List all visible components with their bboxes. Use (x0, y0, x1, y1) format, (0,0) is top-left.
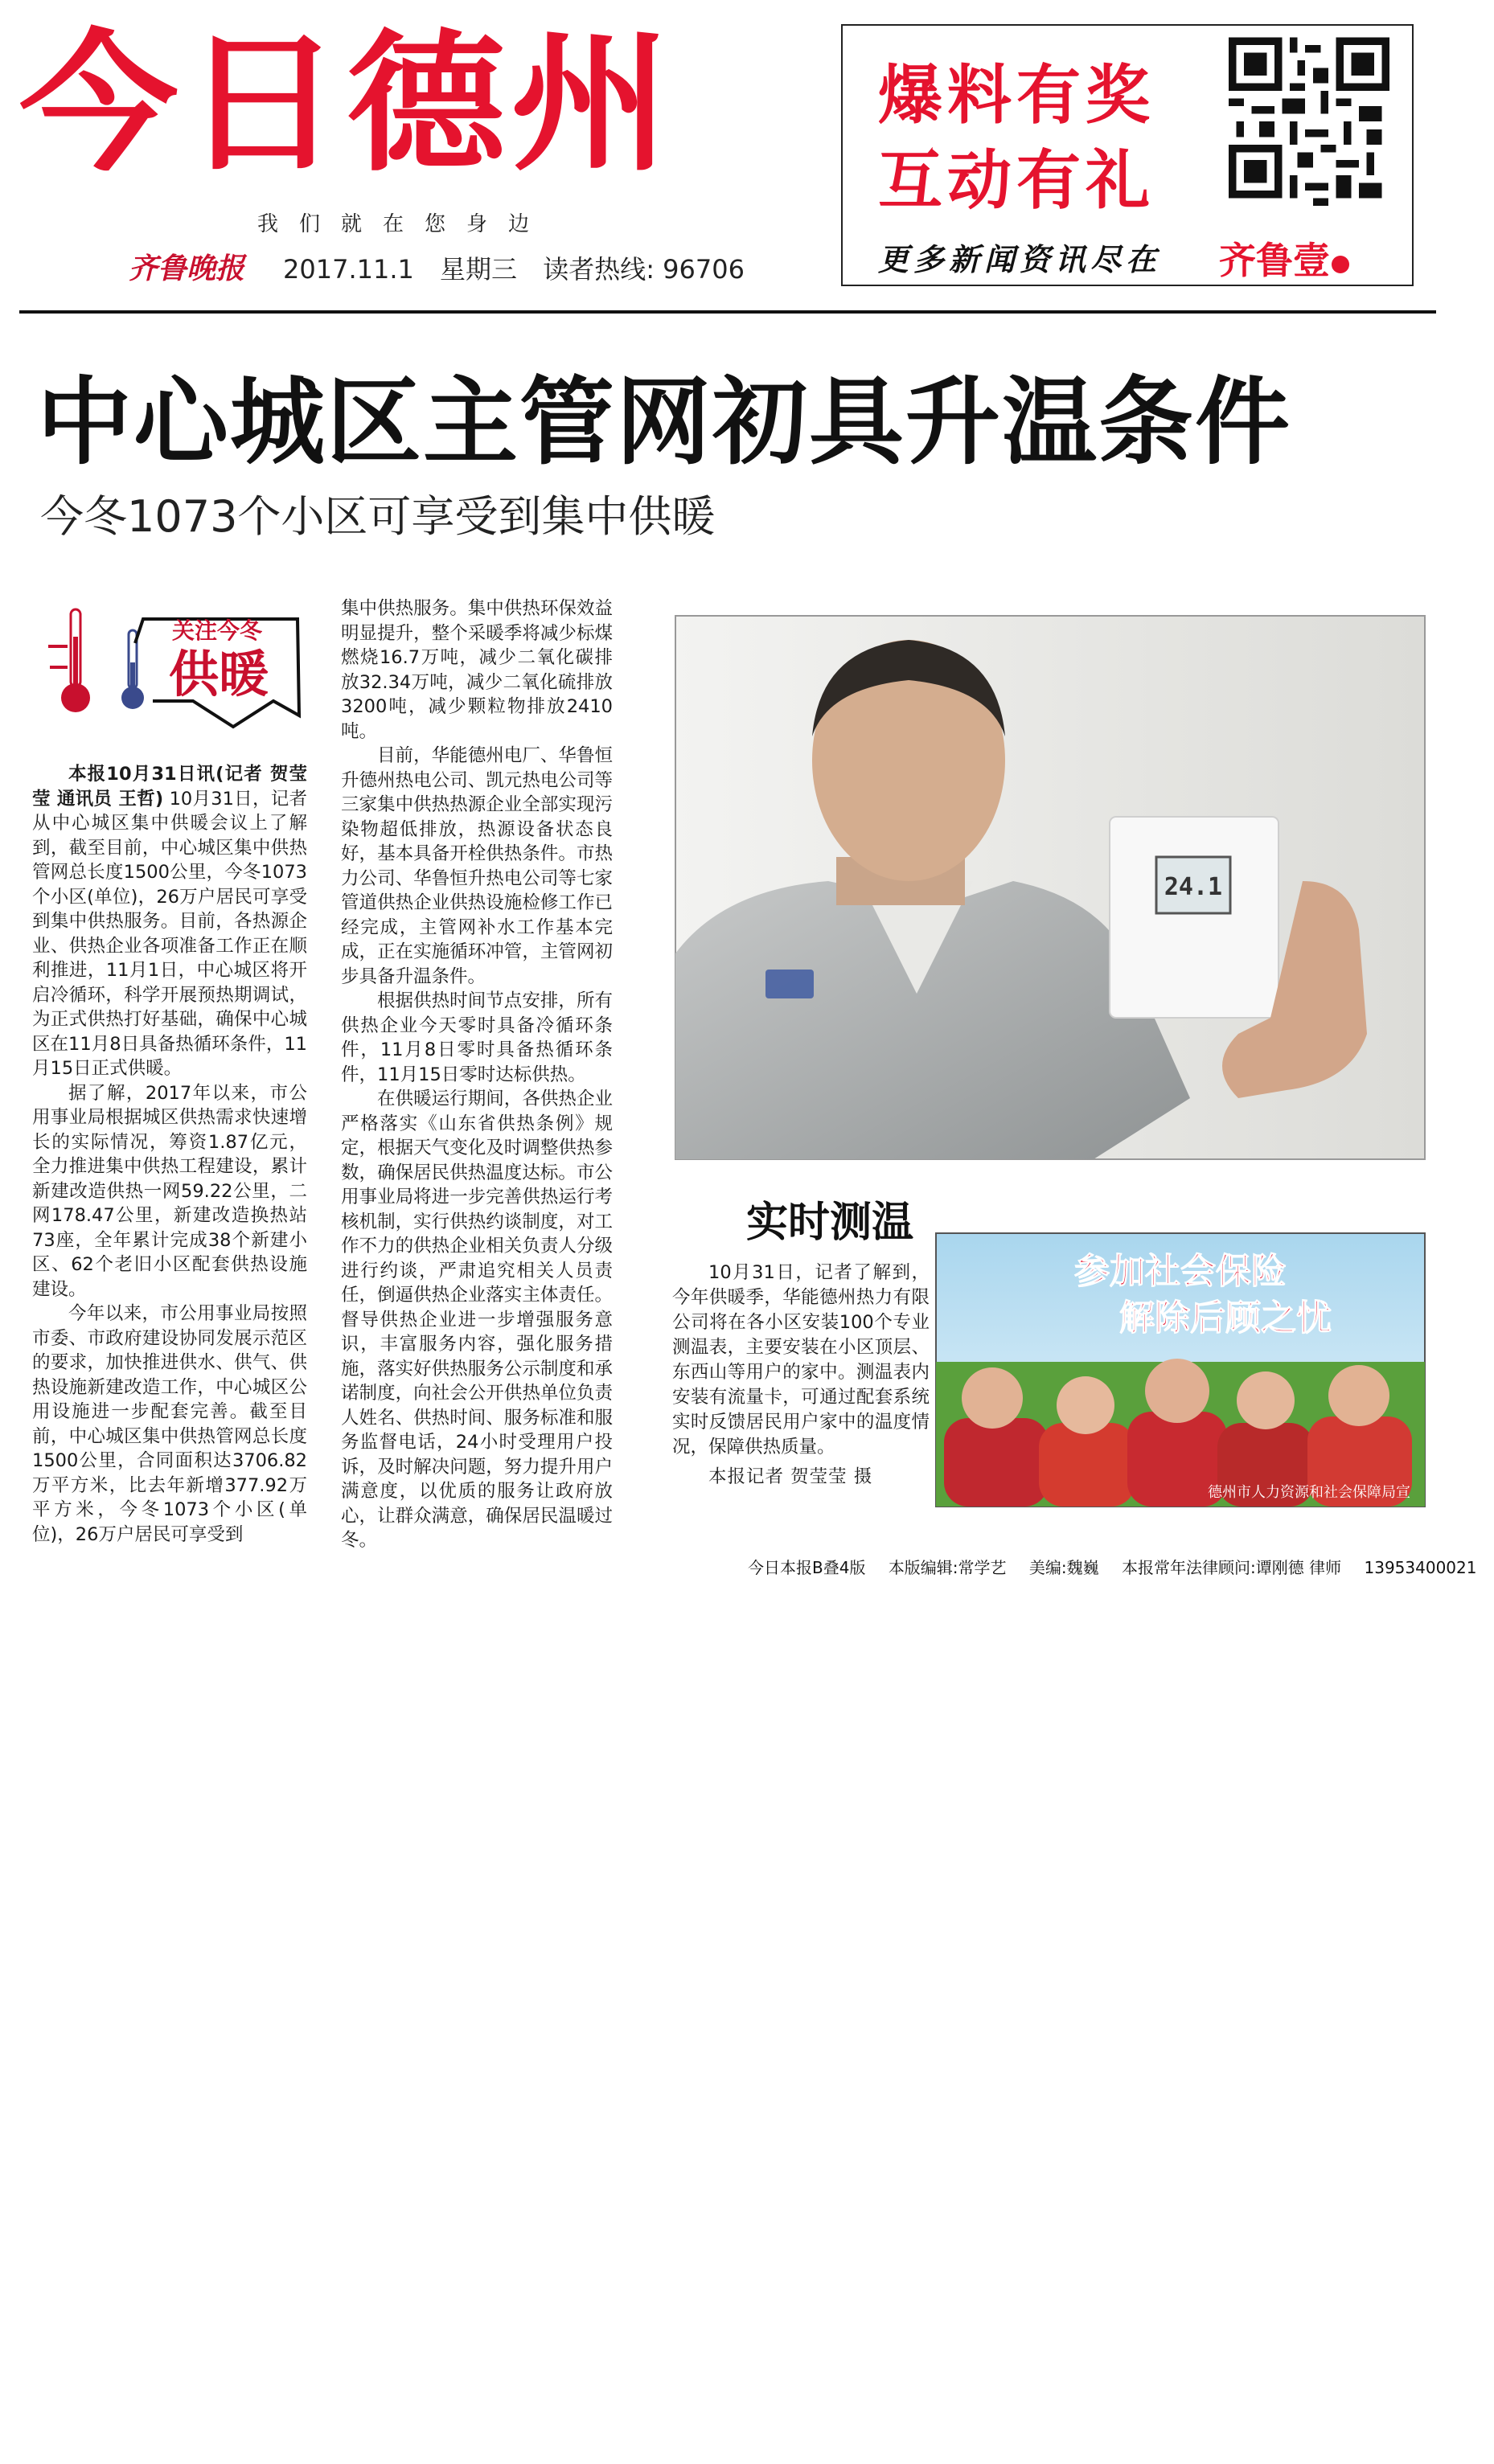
thermostat-reading: 24.1 (1164, 873, 1223, 901)
masthead-info (283, 249, 762, 286)
promo-line-2: 互动有礼 (878, 143, 1155, 218)
column-badge (32, 595, 306, 740)
badge-top-text: 关注今冬 (171, 617, 263, 644)
ad-line-1: 参加社会保险 (1074, 1251, 1287, 1292)
promo-brand (1219, 232, 1349, 285)
article-subhead: 今冬1073个小区可享受到集中供暖 (40, 491, 716, 542)
photo-caption-text: 10月31日，记者了解到，今年供暖季，华能德州热力有限公司将在各小区安装100个专业测温表，主要安装在小区顶层、东西山等用户的家中。测温表内安装有流量卡，可通过配套系统实时反馈居民用户家中的温度情况，保障供热质量。 (672, 1262, 930, 1457)
masthead-rule (19, 310, 1436, 314)
footer-editor: 本版编辑:常学艺 (888, 1558, 1007, 1577)
article-paragraph: 目前，华能德州电厂、华鲁恒升德州热电公司、凯元热电公司等三家集中供热热源企业全部实现污染物超低排放，热源设备状态良好，基本具备开栓供热条件。市热力公司、华鲁恒升热电公司等七家管道供热企业供热设施检修工作已经完成，主管网补水工作基本完成，正在实施循环冲管，主管网初步具备升温条件。 (341, 745, 613, 987)
photo-caption-title: 实时测温 (746, 1199, 914, 1247)
promo-box (841, 24, 1414, 286)
promo-brand-text: 齐鲁壹 (1219, 239, 1330, 282)
thermostat-device (1110, 817, 1279, 1018)
article-paragraph: 据了解，2017年以来，市公用事业局根据城区供热需求快速增长的实际情况，筹资1.87亿元，全力推进集中供热工程建设，累计新建改造供热一网59.22公里，二网178.47公里，新建改造换热站73座，全年累计完成38个新建小区、62个老旧小区配套供热设施建设。 (32, 1082, 307, 1300)
footer-designer: 美编:魏巍 (1028, 1558, 1099, 1577)
footer-pages: 今日本报B叠4版 (748, 1558, 866, 1577)
article-column-1 (32, 762, 307, 1547)
thermometer-icon (48, 609, 144, 712)
article-paragraph: 根据供热时间节点安排，所有供热企业今天零时具备冷循环条件，11月8日零时具备热循环条件，11月15日零时达标供热。 (341, 990, 613, 1085)
reader-hotline: 读者热线: 96706 (543, 254, 745, 285)
ad-line-2: 解除后顾之忧 (1119, 1298, 1332, 1339)
issue-date: 2017.11.1 (283, 254, 414, 285)
photo-caption (672, 1261, 930, 1490)
article-paragraph: 集中供热服务。集中供热环保效益明显提升，整个采暖季将减少标煤燃烧16.7万吨，减少二氧化碳排放32.34万吨，减少二氧化硫排放3200吨，减少颗粒物排放2410吨。 (341, 598, 613, 742)
badge-main-text: 供暖 (168, 645, 269, 703)
issue-weekday: 星期三 (440, 254, 518, 285)
main-photo (675, 616, 1425, 1159)
footer-phone: 13953400021 (1364, 1558, 1477, 1577)
masthead-slogan: 我们就在您身边 (257, 212, 551, 236)
article-paragraph: 在供暖运行期间，各供热企业严格落实《山东省供热条例》规定，根据天气变化及时调整供热参数，确保居民供热温度达标。市公用事业局将进一步完善供热运行考核机制，实行供热约谈制度，对工作不力的供热企业相关负责人分级进行约谈，严肃追究相关人员责任，倒逼供热企业落实主体责任。督导供热企业进一步增强服务意识，丰富服务内容，强化服务措施，落实好供热服务公示制度和承诺制度，向社会公开供热单位负责人姓名、供热时间、服务标准和服务监督电话，24小时受理用户投诉，及时解决问题，努力提升用户满意度，以优质的服务让政府放心，让群众满意，确保居民温暖过冬。 (341, 1089, 613, 1551)
article-column-2 (341, 597, 613, 1553)
photo-credit: 本报记者 贺莹莹 摄 (708, 1466, 873, 1487)
promo-line-1: 爆料有奖 (878, 58, 1155, 133)
masthead-title: 今日德州 (19, 16, 675, 192)
promo-more-text: 更多新闻资讯尽在 (878, 241, 1162, 277)
paper-logo: 齐鲁晚报 (129, 252, 245, 285)
qr-code-icon[interactable] (1229, 37, 1389, 214)
brand-dot-icon (1332, 256, 1349, 273)
footer-counsel: 本报常年法律顾问:谭刚德 律师 (1122, 1558, 1342, 1577)
article-byline: 本报10月31日讯(记者 贺莹莹 通讯员 王哲) (32, 764, 307, 810)
ad-sponsor: 德州市人力资源和社会保障局宣 (1208, 1484, 1410, 1501)
article-paragraph: 10月31日，记者从中心城区集中供暖会议上了解到，截至目前，中心城区集中供热管网总长度1500公里，今冬1073个小区(单位)，26万户居民可享受到集中供热服务。目前，各热源企业、供热企业各项准备工作正在顺利推进，11月1日，中心城区将开启冷循环，科学开展预热期调试，为正式供热打好基础，确保中心城区在11月8日具备热循环条件，11月15日正式供暖。 (32, 788, 308, 1079)
article-headline: 中心城区主管网初具升温条件 (37, 367, 1292, 478)
article-paragraph: 今年以来，市公用事业局按照市委、市政府建设协同发展示范区的要求，加快推进供水、供气、供热设施新建改造工作，中心城区公用设施进一步配套完善。截至目前，中心城区集中供热管网总长度1500公里，合同面积达3706.82万平方米，比去年新增377.92万平方米，今冬1073个小区(单位)，26万户居民可享受到 (32, 1303, 307, 1545)
page-footer (748, 1555, 1494, 1578)
social-insurance-ad (936, 1233, 1425, 1507)
